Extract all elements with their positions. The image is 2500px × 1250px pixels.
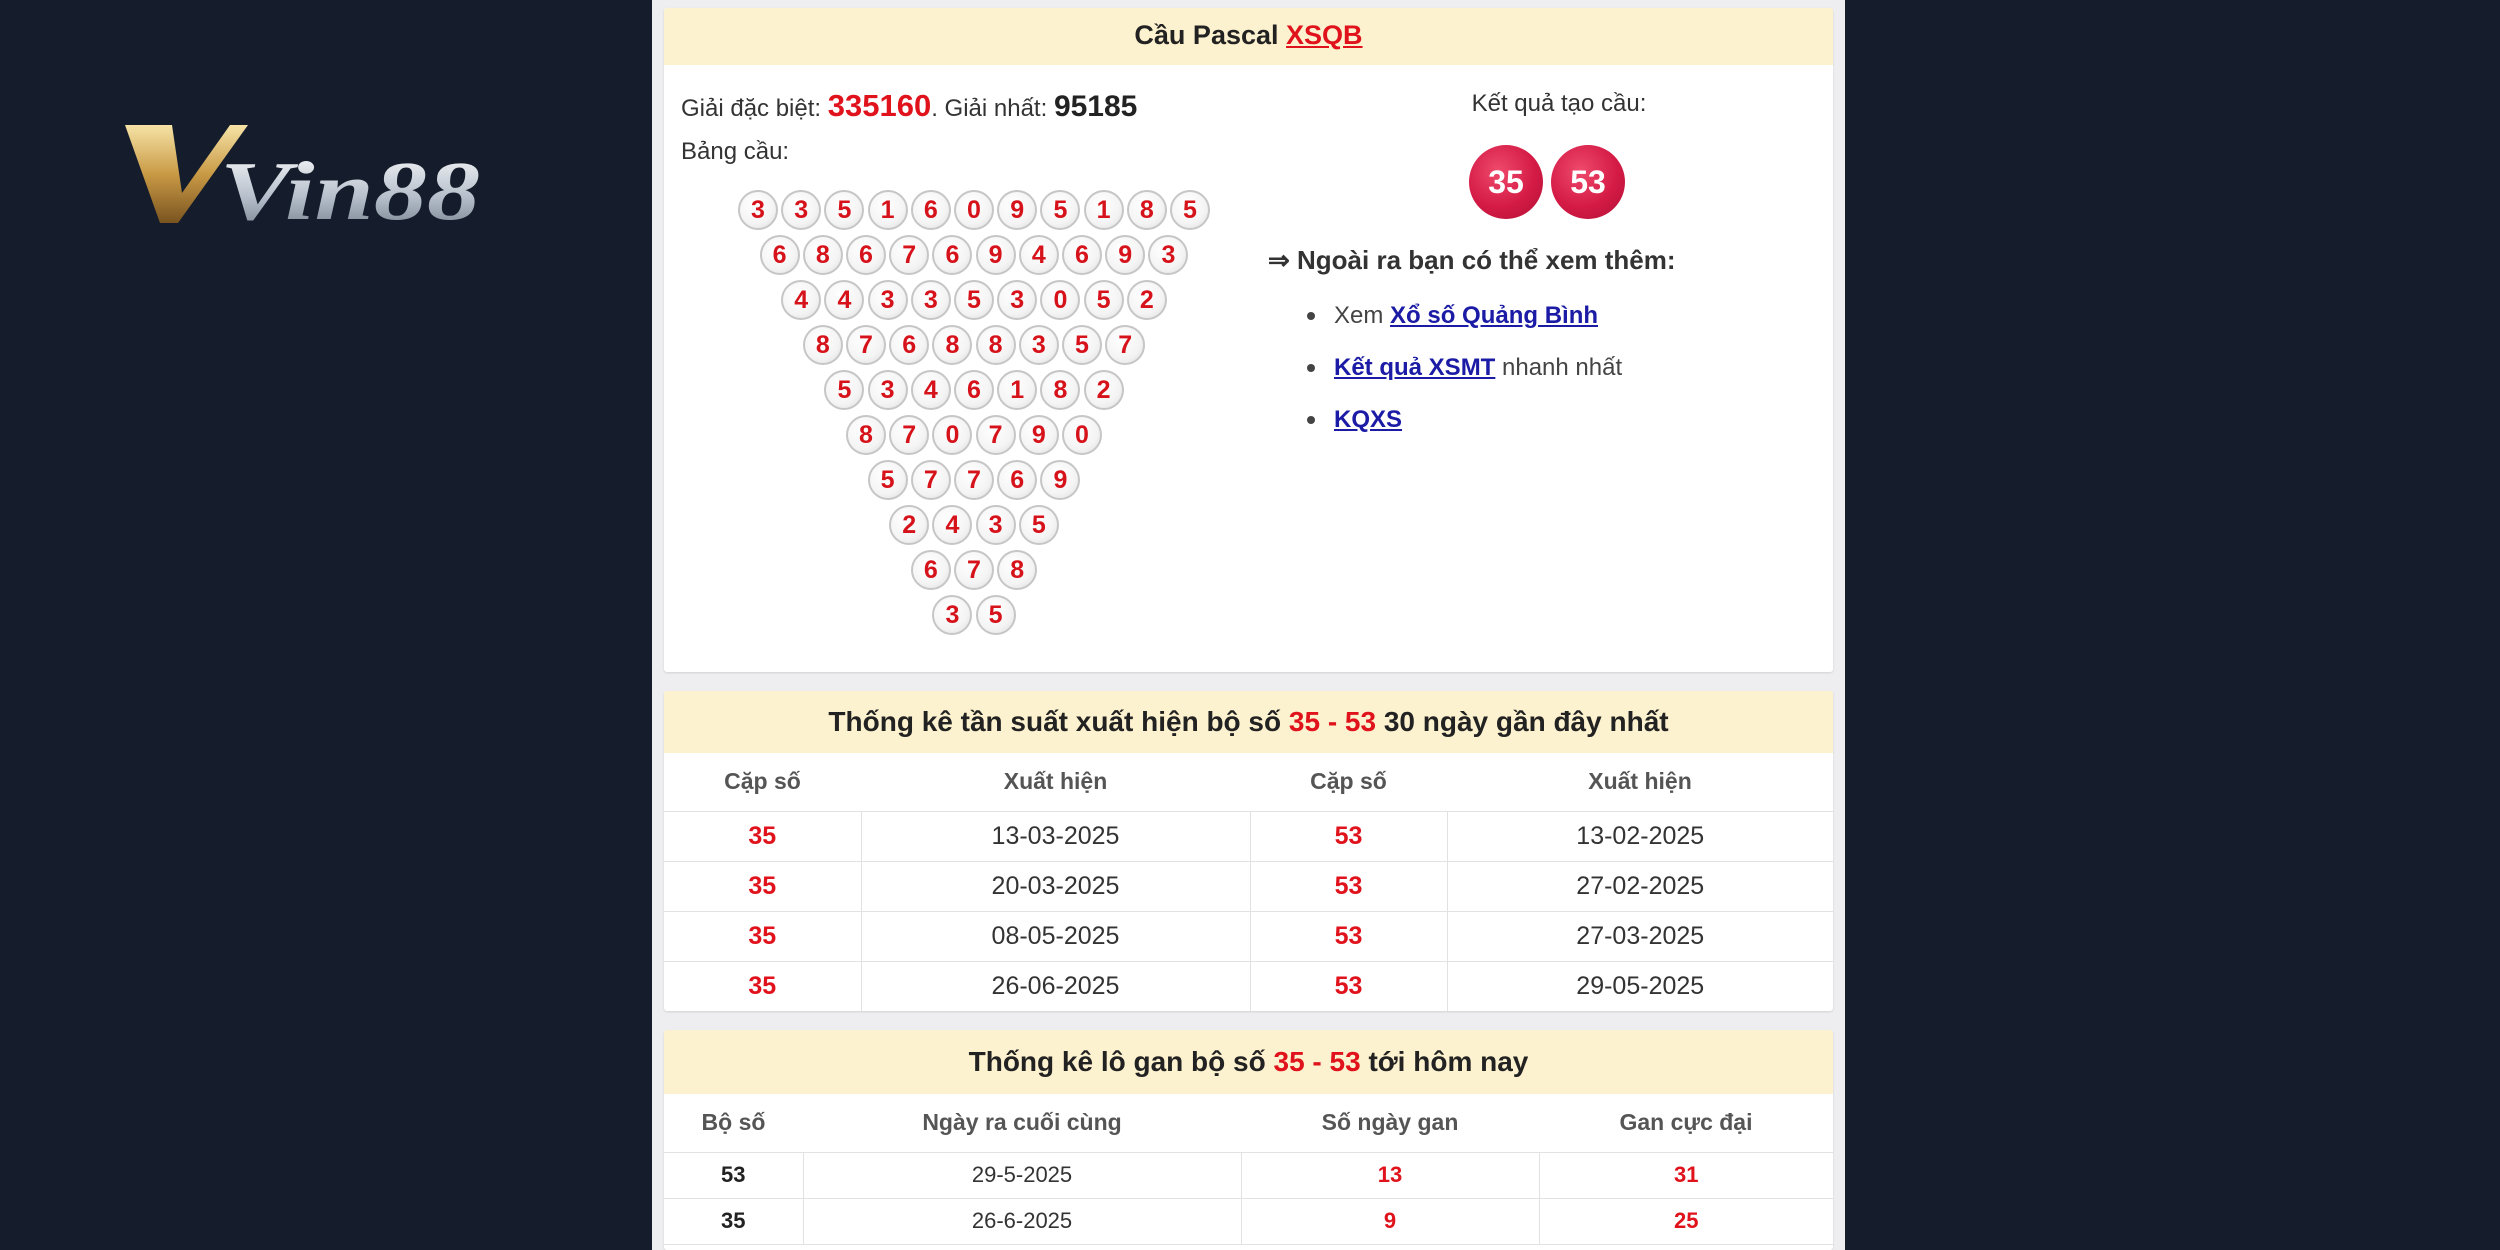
bullet-icon	[1307, 364, 1315, 372]
pascal-ball: 0	[1062, 415, 1102, 455]
xsqb-link[interactable]: XSQB	[1286, 20, 1363, 50]
pascal-ball: 8	[932, 325, 972, 365]
column-header: Xuất hiện	[1447, 753, 1833, 811]
pascal-ball: 5	[1019, 505, 1059, 545]
table-cell: 13	[1241, 1152, 1539, 1198]
pascal-ball: 1	[997, 370, 1037, 410]
pascal-ball: 3	[868, 370, 908, 410]
pascal-ball: 3	[911, 280, 951, 320]
pascal-ball: 2	[889, 505, 929, 545]
pascal-ball: 5	[824, 190, 864, 230]
table-cell: 9	[1241, 1198, 1539, 1244]
pascal-ball: 0	[932, 415, 972, 455]
xo-so-quang-binh-link[interactable]: Xổ số Quảng Bình	[1390, 302, 1599, 329]
special-prize-value: 335160	[827, 88, 932, 123]
pascal-ball: 8	[803, 235, 843, 275]
result-label: Kết quả tạo cầu:	[1471, 90, 1647, 117]
table-cell: 31	[1539, 1152, 1833, 1198]
pascal-ball: 4	[911, 370, 951, 410]
table-row	[664, 861, 1833, 911]
table-row	[664, 1152, 1833, 1198]
pascal-ball: 5	[824, 370, 864, 410]
table-cell: 08-05-2025	[861, 911, 1250, 961]
pascal-ball: 3	[997, 280, 1037, 320]
list-item	[1304, 402, 1622, 454]
pascal-ball: 6	[1062, 235, 1102, 275]
pascal-ball: 5	[954, 280, 994, 320]
pascal-ball: 7	[954, 550, 994, 590]
table-cell: 53	[1250, 811, 1447, 861]
table-cell: 26-6-2025	[803, 1198, 1241, 1244]
frequency-title-text: Thống kê tần suất xuất hiện bộ số	[828, 706, 1289, 737]
pascal-ball: 5	[1062, 325, 1102, 365]
list-item	[1304, 350, 1622, 402]
pascal-ball: 5	[868, 460, 908, 500]
table-cell: 35	[664, 861, 861, 911]
table-cell: 27-03-2025	[1447, 911, 1833, 961]
pascal-ball: 6	[889, 325, 929, 365]
pascal-ball: 6	[760, 235, 800, 275]
table-cell: 53	[1250, 911, 1447, 961]
bullet-icon	[1307, 312, 1315, 320]
frequency-card	[664, 691, 1833, 1011]
pascal-ball: 7	[889, 415, 929, 455]
pascal-ball: 1	[1084, 190, 1124, 230]
pascal-ball: 2	[1127, 280, 1167, 320]
list-item-text: Xem	[1334, 302, 1391, 329]
table-row	[664, 961, 1833, 1011]
lo-gan-card	[664, 1030, 1833, 1250]
pascal-triangle	[664, 8, 1264, 672]
pascal-ball: 4	[932, 505, 972, 545]
pascal-ball: 3	[1019, 325, 1059, 365]
table-cell: 13-03-2025	[861, 811, 1250, 861]
pascal-ball: 7	[1105, 325, 1145, 365]
pascal-ball: 9	[1019, 415, 1059, 455]
pascal-ball: 6	[846, 235, 886, 275]
frequency-table	[664, 753, 1833, 1011]
main-column	[652, 0, 1845, 1250]
lo-gan-title-pair: 35 - 53	[1273, 1046, 1361, 1077]
pascal-ball: 6	[932, 235, 972, 275]
pascal-ball: 3	[781, 190, 821, 230]
pascal-ball: 3	[976, 505, 1016, 545]
pascal-ball: 7	[846, 325, 886, 365]
pascal-ball: 5	[976, 595, 1016, 635]
more-title: ⇒ Ngoài ra bạn có thể xem thêm:	[1268, 245, 1676, 275]
pascal-ball: 6	[911, 550, 951, 590]
pascal-ball: 8	[997, 550, 1037, 590]
first-prize-value: 95185	[1053, 90, 1138, 123]
table-cell: 29-05-2025	[1447, 961, 1833, 1011]
table-row	[664, 811, 1833, 861]
result-ball: 53	[1551, 145, 1625, 219]
table-cell: 29-5-2025	[803, 1152, 1241, 1198]
column-header: Gan cực đại	[1539, 1094, 1833, 1152]
pascal-ball: 8	[1040, 370, 1080, 410]
lo-gan-title-suffix: tới hôm nay	[1360, 1046, 1529, 1077]
column-header: Số ngày gan	[1241, 1094, 1539, 1152]
pascal-ball: 9	[997, 190, 1037, 230]
pascal-ball: 4	[824, 280, 864, 320]
frequency-card-title	[664, 691, 1833, 753]
table-cell: 53	[664, 1152, 803, 1198]
pascal-ball: 5	[1040, 190, 1080, 230]
pascal-ball: 1	[868, 190, 908, 230]
pascal-ball: 7	[911, 460, 951, 500]
table-cell: 35	[664, 811, 861, 861]
pascal-ball: 4	[1019, 235, 1059, 275]
pascal-ball: 8	[1127, 190, 1167, 230]
table-cell: 53	[1250, 961, 1447, 1011]
pascal-ball: 6	[997, 460, 1037, 500]
table-header-row	[664, 1094, 1833, 1152]
pascal-ball: 3	[738, 190, 778, 230]
vin88-logo	[120, 115, 490, 230]
pascal-ball: 4	[781, 280, 821, 320]
column-header: Bộ số	[664, 1094, 803, 1152]
table-row	[664, 911, 1833, 961]
pascal-ball: 5	[1084, 280, 1124, 320]
pascal-ball: 7	[954, 460, 994, 500]
special-prize-label: Giải đặc biệt:	[681, 95, 822, 122]
pascal-ball: 5	[1170, 190, 1210, 230]
ket-qua-xsmt-link[interactable]: Kết quả XSMT	[1334, 354, 1496, 381]
pascal-ball: 7	[889, 235, 929, 275]
pascal-ball: 6	[954, 370, 994, 410]
frequency-title-suffix: 30 ngày gần đây nhất	[1376, 706, 1669, 737]
column-header: Ngày ra cuối cùng	[803, 1094, 1241, 1152]
table-cell: 26-06-2025	[861, 961, 1250, 1011]
table-cell: 35	[664, 961, 861, 1011]
first-prize-label: . Giải nhất:	[931, 95, 1048, 122]
table-row	[664, 1198, 1833, 1244]
table-cell: 20-03-2025	[861, 861, 1250, 911]
pascal-ball: 0	[1040, 280, 1080, 320]
list-item	[1304, 298, 1622, 350]
kqxs-link[interactable]: KQXS	[1334, 406, 1403, 433]
pascal-ball: 8	[803, 325, 843, 365]
pascal-ball: 3	[932, 595, 972, 635]
lo-gan-card-title	[664, 1030, 1833, 1094]
more-list	[1304, 298, 1622, 454]
table-cell: 35	[664, 911, 861, 961]
pascal-ball: 3	[868, 280, 908, 320]
column-header: Cặp số	[664, 753, 861, 811]
lo-gan-title-text: Thống kê lô gan bộ số	[968, 1046, 1274, 1077]
table-header-row	[664, 753, 1833, 811]
pascal-title-text: Cầu Pascal	[1134, 20, 1279, 50]
pascal-ball: 8	[846, 415, 886, 455]
bang-cau-label: Bảng cầu:	[681, 138, 790, 165]
table-cell: 53	[1250, 861, 1447, 911]
list-item-text: nhanh nhất	[1495, 354, 1623, 381]
pascal-ball: 8	[976, 325, 1016, 365]
pascal-ball: 7	[976, 415, 1016, 455]
logo-text: Vin88	[220, 145, 480, 230]
pascal-ball: 2	[1084, 370, 1124, 410]
table-cell: 25	[1539, 1198, 1833, 1244]
pascal-ball: 9	[1040, 460, 1080, 500]
frequency-title-pair: 35 - 53	[1288, 706, 1377, 737]
pascal-ball: 9	[1105, 235, 1145, 275]
table-cell: 27-02-2025	[1447, 861, 1833, 911]
pascal-ball: 3	[1148, 235, 1188, 275]
pascal-ball: 9	[976, 235, 1016, 275]
bullet-icon	[1307, 416, 1315, 424]
column-header: Cặp số	[1250, 753, 1447, 811]
table-cell: 13-02-2025	[1447, 811, 1833, 861]
pascal-card	[664, 8, 1833, 672]
pascal-ball: 6	[911, 190, 951, 230]
column-header: Xuất hiện	[861, 753, 1250, 811]
result-ball: 35	[1469, 145, 1543, 219]
lo-gan-table	[664, 1094, 1833, 1245]
pascal-ball: 0	[954, 190, 994, 230]
table-cell: 35	[664, 1198, 803, 1244]
